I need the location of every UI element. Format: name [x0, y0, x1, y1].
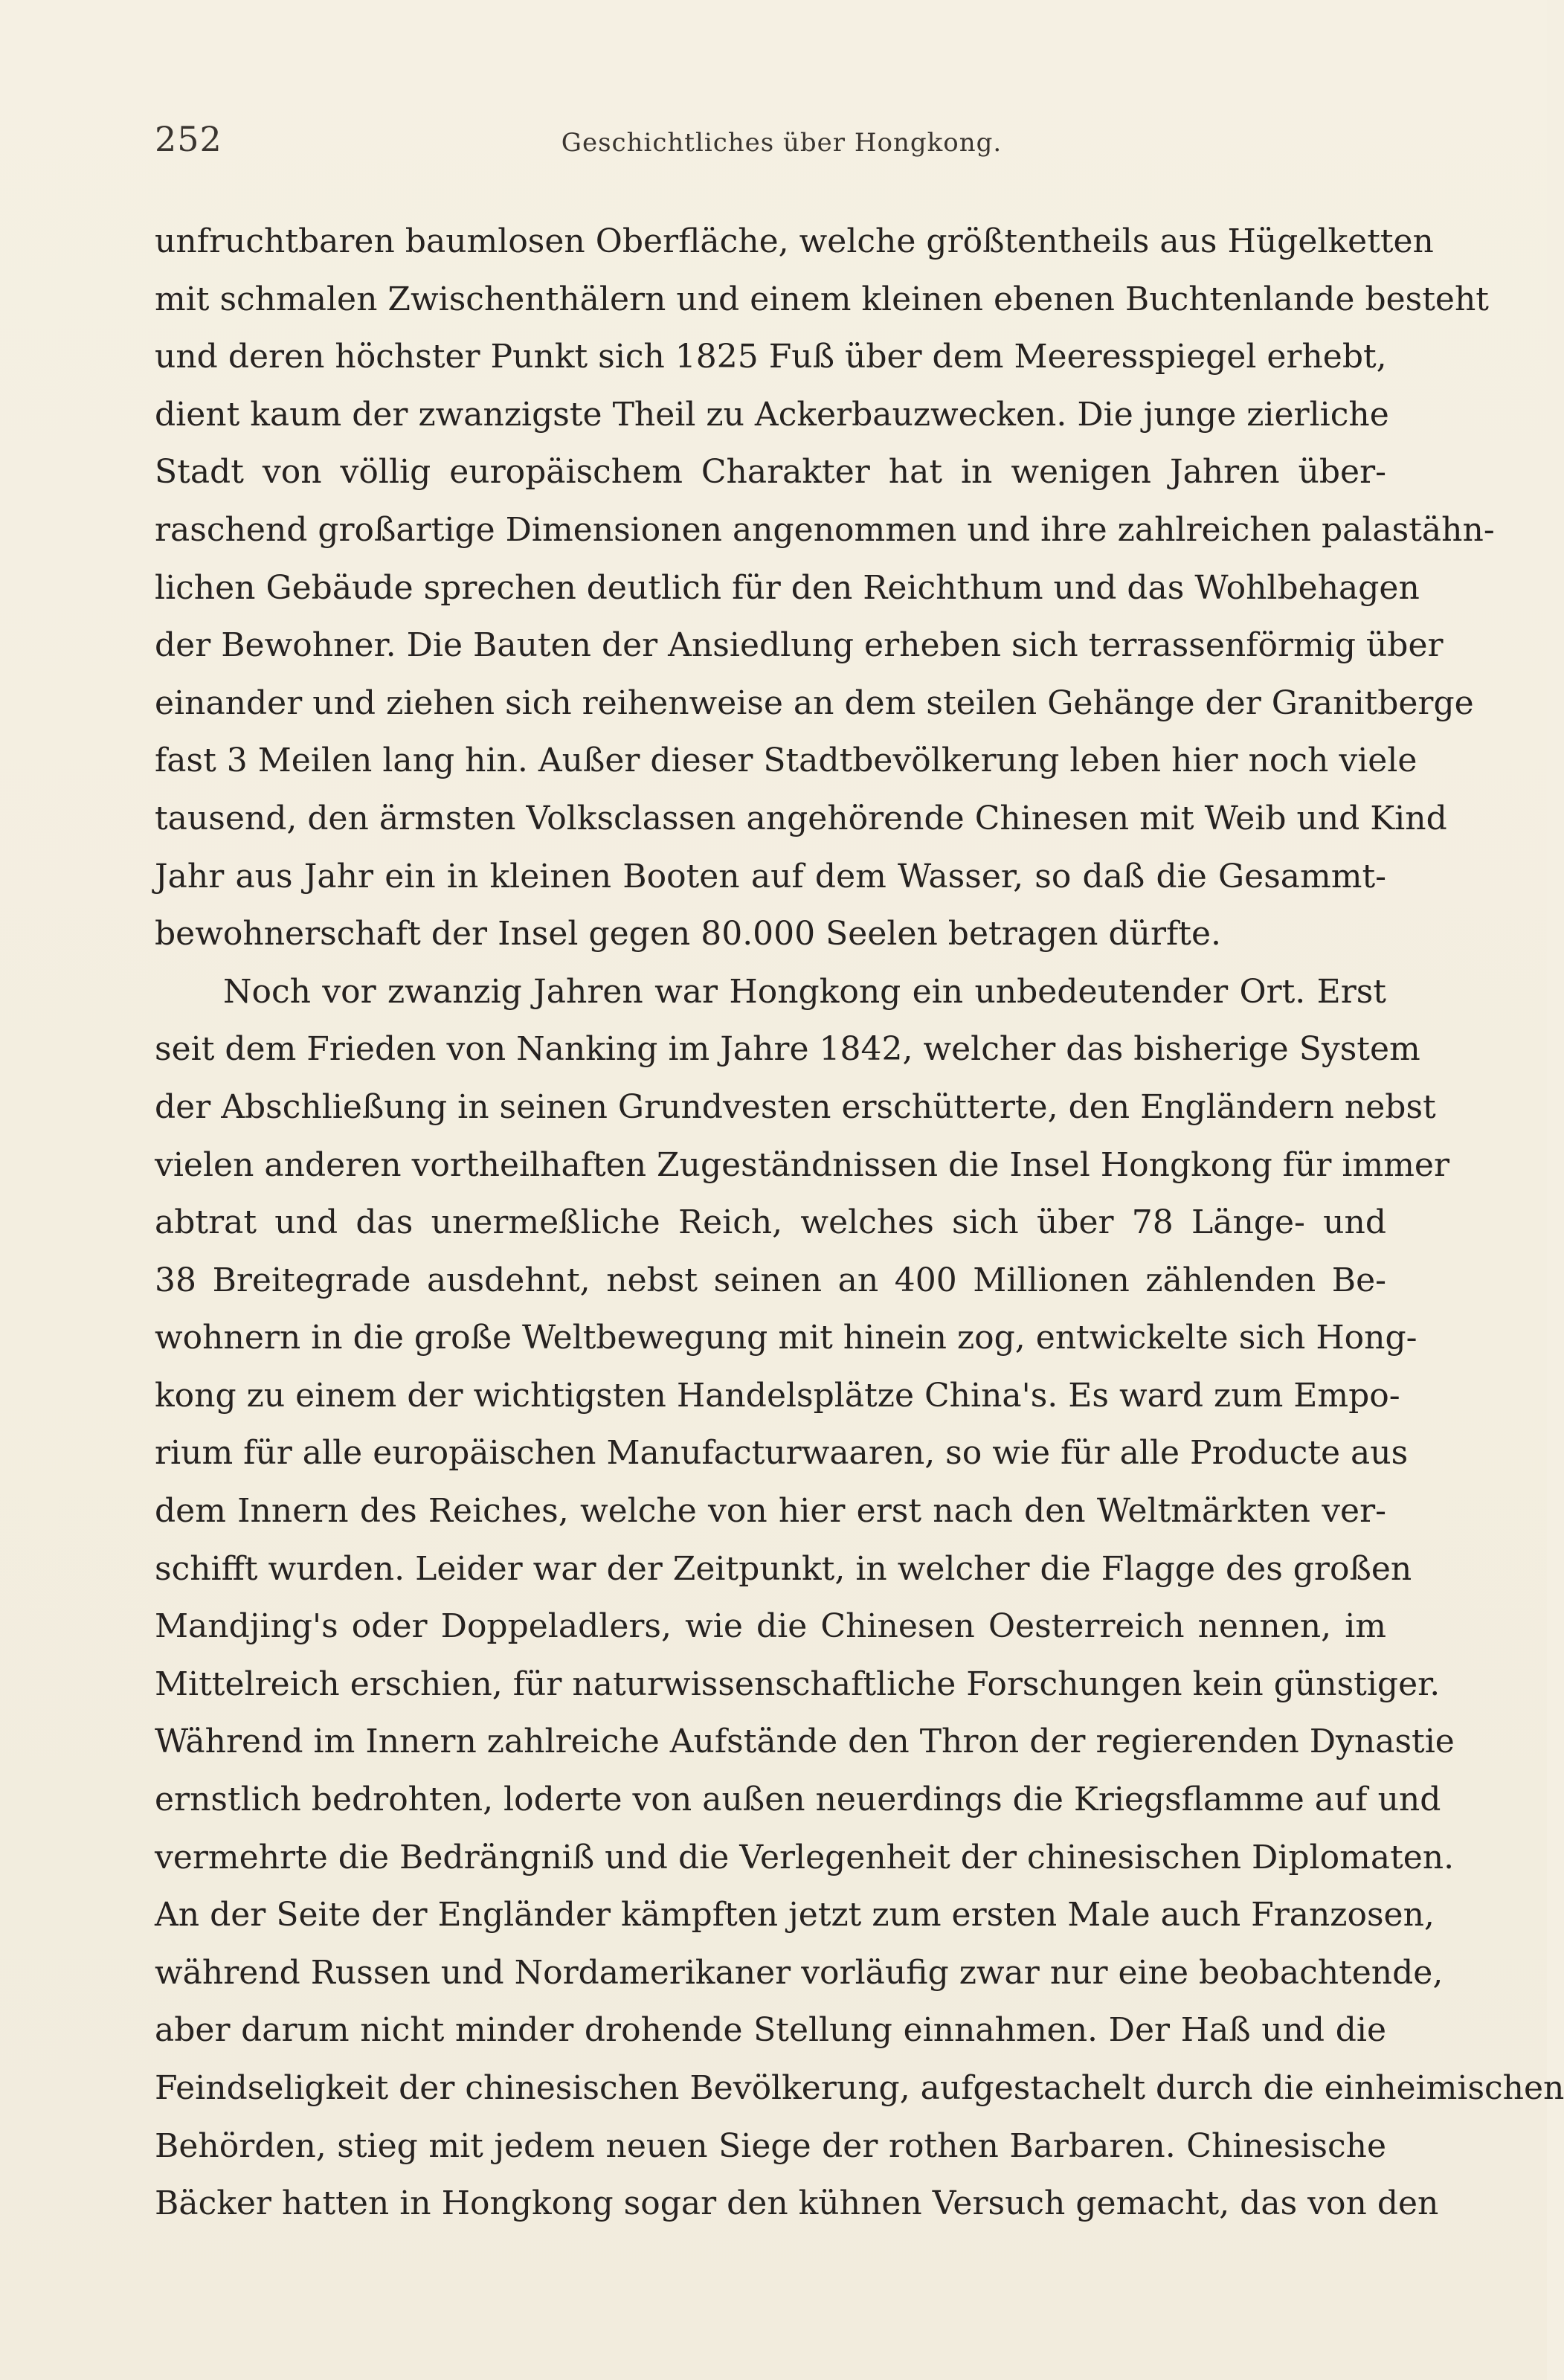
- text-line: Feindseligkeit der chinesischen Bevölkerung, aufgestachelt durch die einheimischen: [155, 2069, 1564, 2107]
- text-line: wohnern in die große Weltbewegung mit hinein zog, entwickelte sich Hong-: [155, 1319, 1417, 1357]
- text-line: ernstlich bedrohten, loderte von außen neuerdings die Kriegsflamme auf und: [155, 1781, 1441, 1819]
- page-header: [155, 119, 1386, 171]
- text-line: seit dem Frieden von Nanking im Jahre 1842, welcher das bisherige System: [155, 1030, 1420, 1069]
- text-line: dient kaum der zwanzigste Theil zu Ackerbauzwecken. Die junge zierliche: [155, 395, 1389, 434]
- text-line: bewohnerschaft der Insel gegen 80.000 Seelen betragen dürfte.: [155, 915, 1222, 953]
- text-line: der Abschließung in seinen Grundvesten erschütterte, den Engländern nebst: [155, 1087, 1436, 1126]
- text-line: rium für alle europäischen Manufacturwaaren, so wie für alle Producte aus: [155, 1434, 1409, 1473]
- text-line: raschend großartige Dimensionen angenommen und ihre zahlreichen palastähn-: [155, 510, 1495, 549]
- text-line: tausend, den ärmsten Volksclassen angehörende Chinesen mit Weib und Kind: [155, 799, 1447, 837]
- text-line: Mittelreich erschien, für naturwissenschaftliche Forschungen kein günstiger.: [155, 1665, 1441, 1703]
- text-line: einander und ziehen sich reihenweise an dem steilen Gehänge der Granitberge: [155, 684, 1474, 722]
- text-line: Während im Innern zahlreiche Aufstände den Thron der regierenden Dynastie: [155, 1723, 1455, 1761]
- text-line: fast 3 Meilen lang hin. Außer dieser Stadtbevölkerung leben hier noch viele: [155, 742, 1417, 780]
- text-line: Behörden, stieg mit jedem neuen Siege der rothen Barbaren. Chinesische: [155, 2126, 1386, 2165]
- text-line: während Russen und Nordamerikaner vorläufig zwar nur eine beobachtende,: [155, 1953, 1444, 1992]
- text-line: aber darum nicht minder drohende Stellung einnahmen. Der Haß und die: [155, 2011, 1386, 2050]
- text-line: lichen Gebäude sprechen deutlich für den Reichthum und das Wohlbehagen: [155, 568, 1420, 607]
- text-line: vielen anderen vortheilhaften Zugeständnissen die Insel Hongkong für immer: [155, 1145, 1450, 1184]
- text-line: Bäcker hatten in Hongkong sogar den kühnen Versuch gemacht, das von den: [155, 2184, 1439, 2223]
- body-text: [155, 213, 1564, 2233]
- text-line: der Bewohner. Die Bauten der Ansiedlung erheben sich terrassenförmig über: [155, 626, 1444, 665]
- text-line: abtrat und das unermeßliche Reich, welches sich über 78 Länge- und: [155, 1203, 1386, 1242]
- text-line: Noch vor zwanzig Jahren war Hongkong ein unbedeutender Ort. Erst: [223, 972, 1386, 1011]
- page-number: 252: [155, 119, 222, 159]
- text-line: vermehrte die Bedrängniß und die Verlegenheit der chinesischen Diplomaten.: [155, 1838, 1455, 1876]
- text-line: An der Seite der Engländer kämpften jetzt zum ersten Male auch Franzosen,: [155, 1896, 1435, 1934]
- text-line: 38 Breitegrade ausdehnt, nebst seinen an 400 Millionen zählenden Be-: [155, 1261, 1386, 1299]
- text-line: Stadt von völlig europäischem Charakter hat in wenigen Jahren über-: [155, 453, 1386, 492]
- text-line: mit schmalen Zwischenthälern und einem kleinen ebenen Buchtenlande besteht: [155, 280, 1489, 318]
- text-line: unfruchtbaren baumlosen Oberfläche, welche größtentheils aus Hügelketten: [155, 222, 1434, 260]
- text-line: kong zu einem der wichtigsten Handelsplätze China's. Es ward zum Empo-: [155, 1376, 1400, 1415]
- text-line: dem Innern des Reiches, welche von hier erst nach den Weltmärkten ver-: [155, 1492, 1386, 1531]
- text-line: und deren höchster Punkt sich 1825 Fuß über dem Meeresspiegel erhebt,: [155, 338, 1387, 376]
- text-line: schifft wurden. Leider war der Zeitpunkt, in welcher die Flagge des großen: [155, 1549, 1412, 1588]
- text-line: Mandjing's oder Doppeladlers, wie die Chinesen Oesterreich nennen, im: [155, 1607, 1386, 1646]
- text-line: Jahr aus Jahr ein in kleinen Booten auf dem Wasser, so daß die Gesammt-: [155, 857, 1386, 895]
- running-title: Geschichtliches über Hongkong.: [561, 128, 1003, 158]
